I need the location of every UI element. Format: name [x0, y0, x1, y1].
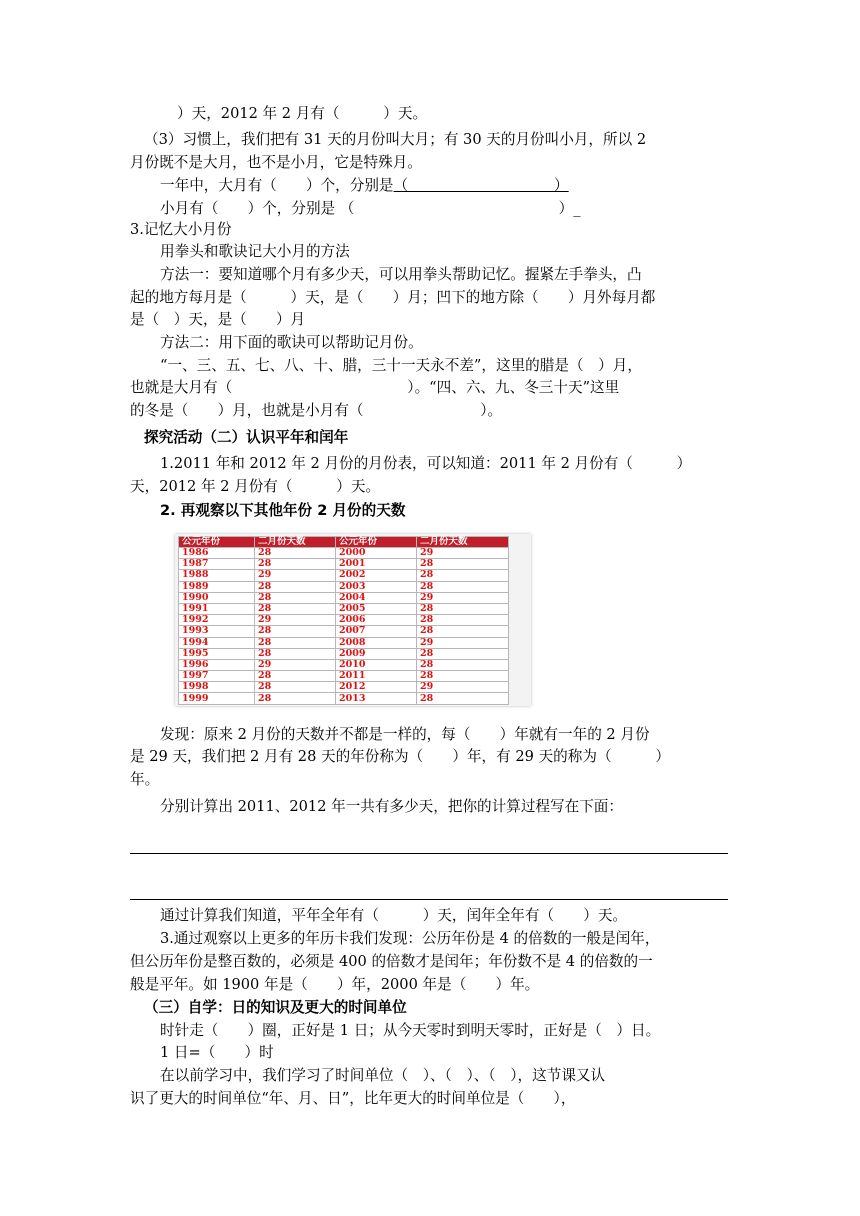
table-cell: 29	[417, 637, 509, 648]
text-line: 通过计算我们知道，平年全年有（ ）天，闰年全年有（ ）天。	[160, 907, 628, 924]
table-row	[179, 603, 509, 614]
table-cell: 29	[255, 570, 336, 581]
table-cell: 28	[255, 559, 336, 570]
table-row	[179, 615, 509, 626]
text-line: 小月有（ ）个，分别是 （ ）_	[160, 200, 581, 217]
section-heading: （三）自学：日的知识及更大的时间单位	[144, 999, 407, 1016]
table-cell: 1991	[179, 603, 255, 614]
table-cell: 28	[417, 626, 509, 637]
section-heading: 2. 再观察以下其他年份 2 月份的天数	[160, 502, 406, 519]
table-cell: 2011	[336, 671, 417, 682]
table-cell: 29	[255, 615, 336, 626]
column-header: 二月份天数	[417, 537, 509, 548]
text-line: “一、三、五、七、八、十、腊，三十一天永不差”，这里的腊是（ ）月，	[160, 357, 642, 374]
text-line: 般是平年。如 1900 年是（ ）年，2000 年是（ ）年。	[130, 976, 540, 993]
column-header: 公元年份	[179, 537, 255, 548]
text-line: 月份既不是大月，也不是小月，它是特殊月。	[130, 154, 422, 171]
text-line: 3.通过观察以上更多的年历卡我们发现：公历年份是 4 的倍数的一般是闰年，	[160, 930, 660, 947]
table-header-row	[179, 537, 509, 548]
text-line: 1.2011 年和 2012 年 2 月份的月份表，可以知道：2011 年 2 月份有（ ）	[160, 455, 692, 472]
table-row	[179, 581, 509, 592]
text-line: ）天，2012 年 2 月有（ ）天。	[177, 105, 428, 122]
table-cell: 28	[417, 648, 509, 659]
section-heading: 3.记忆大小月份	[130, 221, 232, 238]
table-cell: 28	[255, 626, 336, 637]
table-row	[179, 570, 509, 581]
text-line: 起的地方每月是（ ）天，是（ ）月；凹下的地方除（ ）月外每月都	[130, 289, 656, 306]
table-cell: 2000	[336, 548, 417, 559]
table-row	[179, 659, 509, 670]
table-cell: 2004	[336, 592, 417, 603]
table-cell: 2010	[336, 659, 417, 670]
table-row	[179, 637, 509, 648]
answer-blank: （ ）	[393, 177, 569, 194]
table-row	[179, 693, 509, 704]
table-cell: 28	[417, 570, 509, 581]
table-cell: 29	[417, 682, 509, 693]
table-cell: 2005	[336, 603, 417, 614]
table-cell: 1998	[179, 682, 255, 693]
table-cell: 28	[255, 671, 336, 682]
table-cell: 2012	[336, 682, 417, 693]
table-row	[179, 626, 509, 637]
column-header: 二月份天数	[255, 537, 336, 548]
table-cell: 1997	[179, 671, 255, 682]
table-row	[179, 592, 509, 603]
table-cell: 29	[255, 659, 336, 670]
table-cell: 2003	[336, 581, 417, 592]
table-cell: 28	[417, 615, 509, 626]
table-cell: 1987	[179, 559, 255, 570]
table-cell: 2009	[336, 648, 417, 659]
text-line: 发现：原来 2 月份的天数并不都是一样的，每（ ）年就有一年的 2 月份	[160, 726, 650, 743]
text-line: 也就是大月有（ ）。“四、六、九、冬三十天”这里	[130, 379, 620, 396]
text-line: 的冬是（ ）月，也就是小月有（ ）。	[130, 402, 503, 419]
table-cell: 1995	[179, 648, 255, 659]
table-cell: 2002	[336, 570, 417, 581]
table-cell: 28	[255, 693, 336, 704]
table-cell: 2008	[336, 637, 417, 648]
table-cell: 28	[255, 581, 336, 592]
table-cell: 1990	[179, 592, 255, 603]
text-line: 一年中，大月有（ ）个，分别是（ ）	[160, 177, 569, 194]
table-cell: 28	[417, 603, 509, 614]
table-row	[179, 559, 509, 570]
table-cell: 29	[417, 548, 509, 559]
text-line: 是 29 天，我们把 2 月有 28 天的年份称为（ ）年，有 29 天的称为（ ）	[130, 748, 670, 765]
table-cell: 28	[255, 592, 336, 603]
table-cell: 28	[417, 671, 509, 682]
table-cell: 2007	[336, 626, 417, 637]
table-cell: 28	[417, 559, 509, 570]
text-line: 年。	[130, 771, 160, 788]
text-line: （3）习惯上，我们把有 31 天的月份叫大月；有 30 天的月份叫小月，所以 2	[144, 131, 647, 148]
table-cell: 28	[255, 682, 336, 693]
table-cell: 1986	[179, 548, 255, 559]
table-row	[179, 671, 509, 682]
table-cell: 1993	[179, 626, 255, 637]
table-cell: 28	[417, 693, 509, 704]
table-cell: 28	[417, 581, 509, 592]
table-cell: 1989	[179, 581, 255, 592]
table-cell: 28	[255, 648, 336, 659]
table-cell: 2001	[336, 559, 417, 570]
table-cell: 2006	[336, 615, 417, 626]
text-line: 方法二：用下面的歌诀可以帮助记月份。	[160, 334, 423, 351]
table-cell: 1988	[179, 570, 255, 581]
table-cell: 1992	[179, 615, 255, 626]
text-line: 天，2012 年 2 月份有（ ）天。	[130, 478, 381, 495]
table-row	[179, 682, 509, 693]
table-cell: 28	[255, 637, 336, 648]
table-cell: 2013	[336, 693, 417, 704]
table-row	[179, 548, 509, 559]
table-cell: 28	[255, 603, 336, 614]
section-heading: 探究活动（二）认识平年和闰年	[144, 429, 349, 446]
text-line: 时针走（ ）圈，正好是 1 日；从今天零时到明天零时，正好是（ ）日。	[160, 1022, 661, 1039]
february-days-table	[178, 536, 509, 705]
february-days-table-image	[175, 534, 531, 706]
table-cell: 29	[417, 592, 509, 603]
text-line: 用拳头和歌诀记大小月的方法	[160, 243, 350, 260]
table-cell: 28	[417, 659, 509, 670]
text-line: 是（ ）天，是（ ）月	[130, 311, 306, 328]
table-cell: 1994	[179, 637, 255, 648]
column-header: 公元年份	[336, 537, 417, 548]
text-line: 在以前学习中，我们学习了时间单位（ ）、（ ）、（ ），这节课又认	[160, 1067, 606, 1084]
answer-line	[130, 853, 728, 854]
text-line: 1 日=（ ）时	[160, 1044, 274, 1061]
answer-line	[130, 899, 728, 900]
table-cell: 1996	[179, 659, 255, 670]
text-line: 但公历年份是整百数的，必须是 400 的倍数才是闰年；年份数不是 4 的倍数的一	[130, 953, 653, 970]
table-row	[179, 648, 509, 659]
table-cell: 28	[255, 548, 336, 559]
text-line: 方法一：要知道哪个月有多少天，可以用拳头帮助记忆。握紧左手拳头，凸	[160, 266, 642, 283]
text-line: 分别计算出 2011、2012 年一共有多少天，把你的计算过程写在下面：	[160, 798, 623, 815]
text-line: 识了更大的时间单位“年、月、日”，比年更大的时间单位是（ ），	[130, 1090, 576, 1107]
table-cell: 1999	[179, 693, 255, 704]
